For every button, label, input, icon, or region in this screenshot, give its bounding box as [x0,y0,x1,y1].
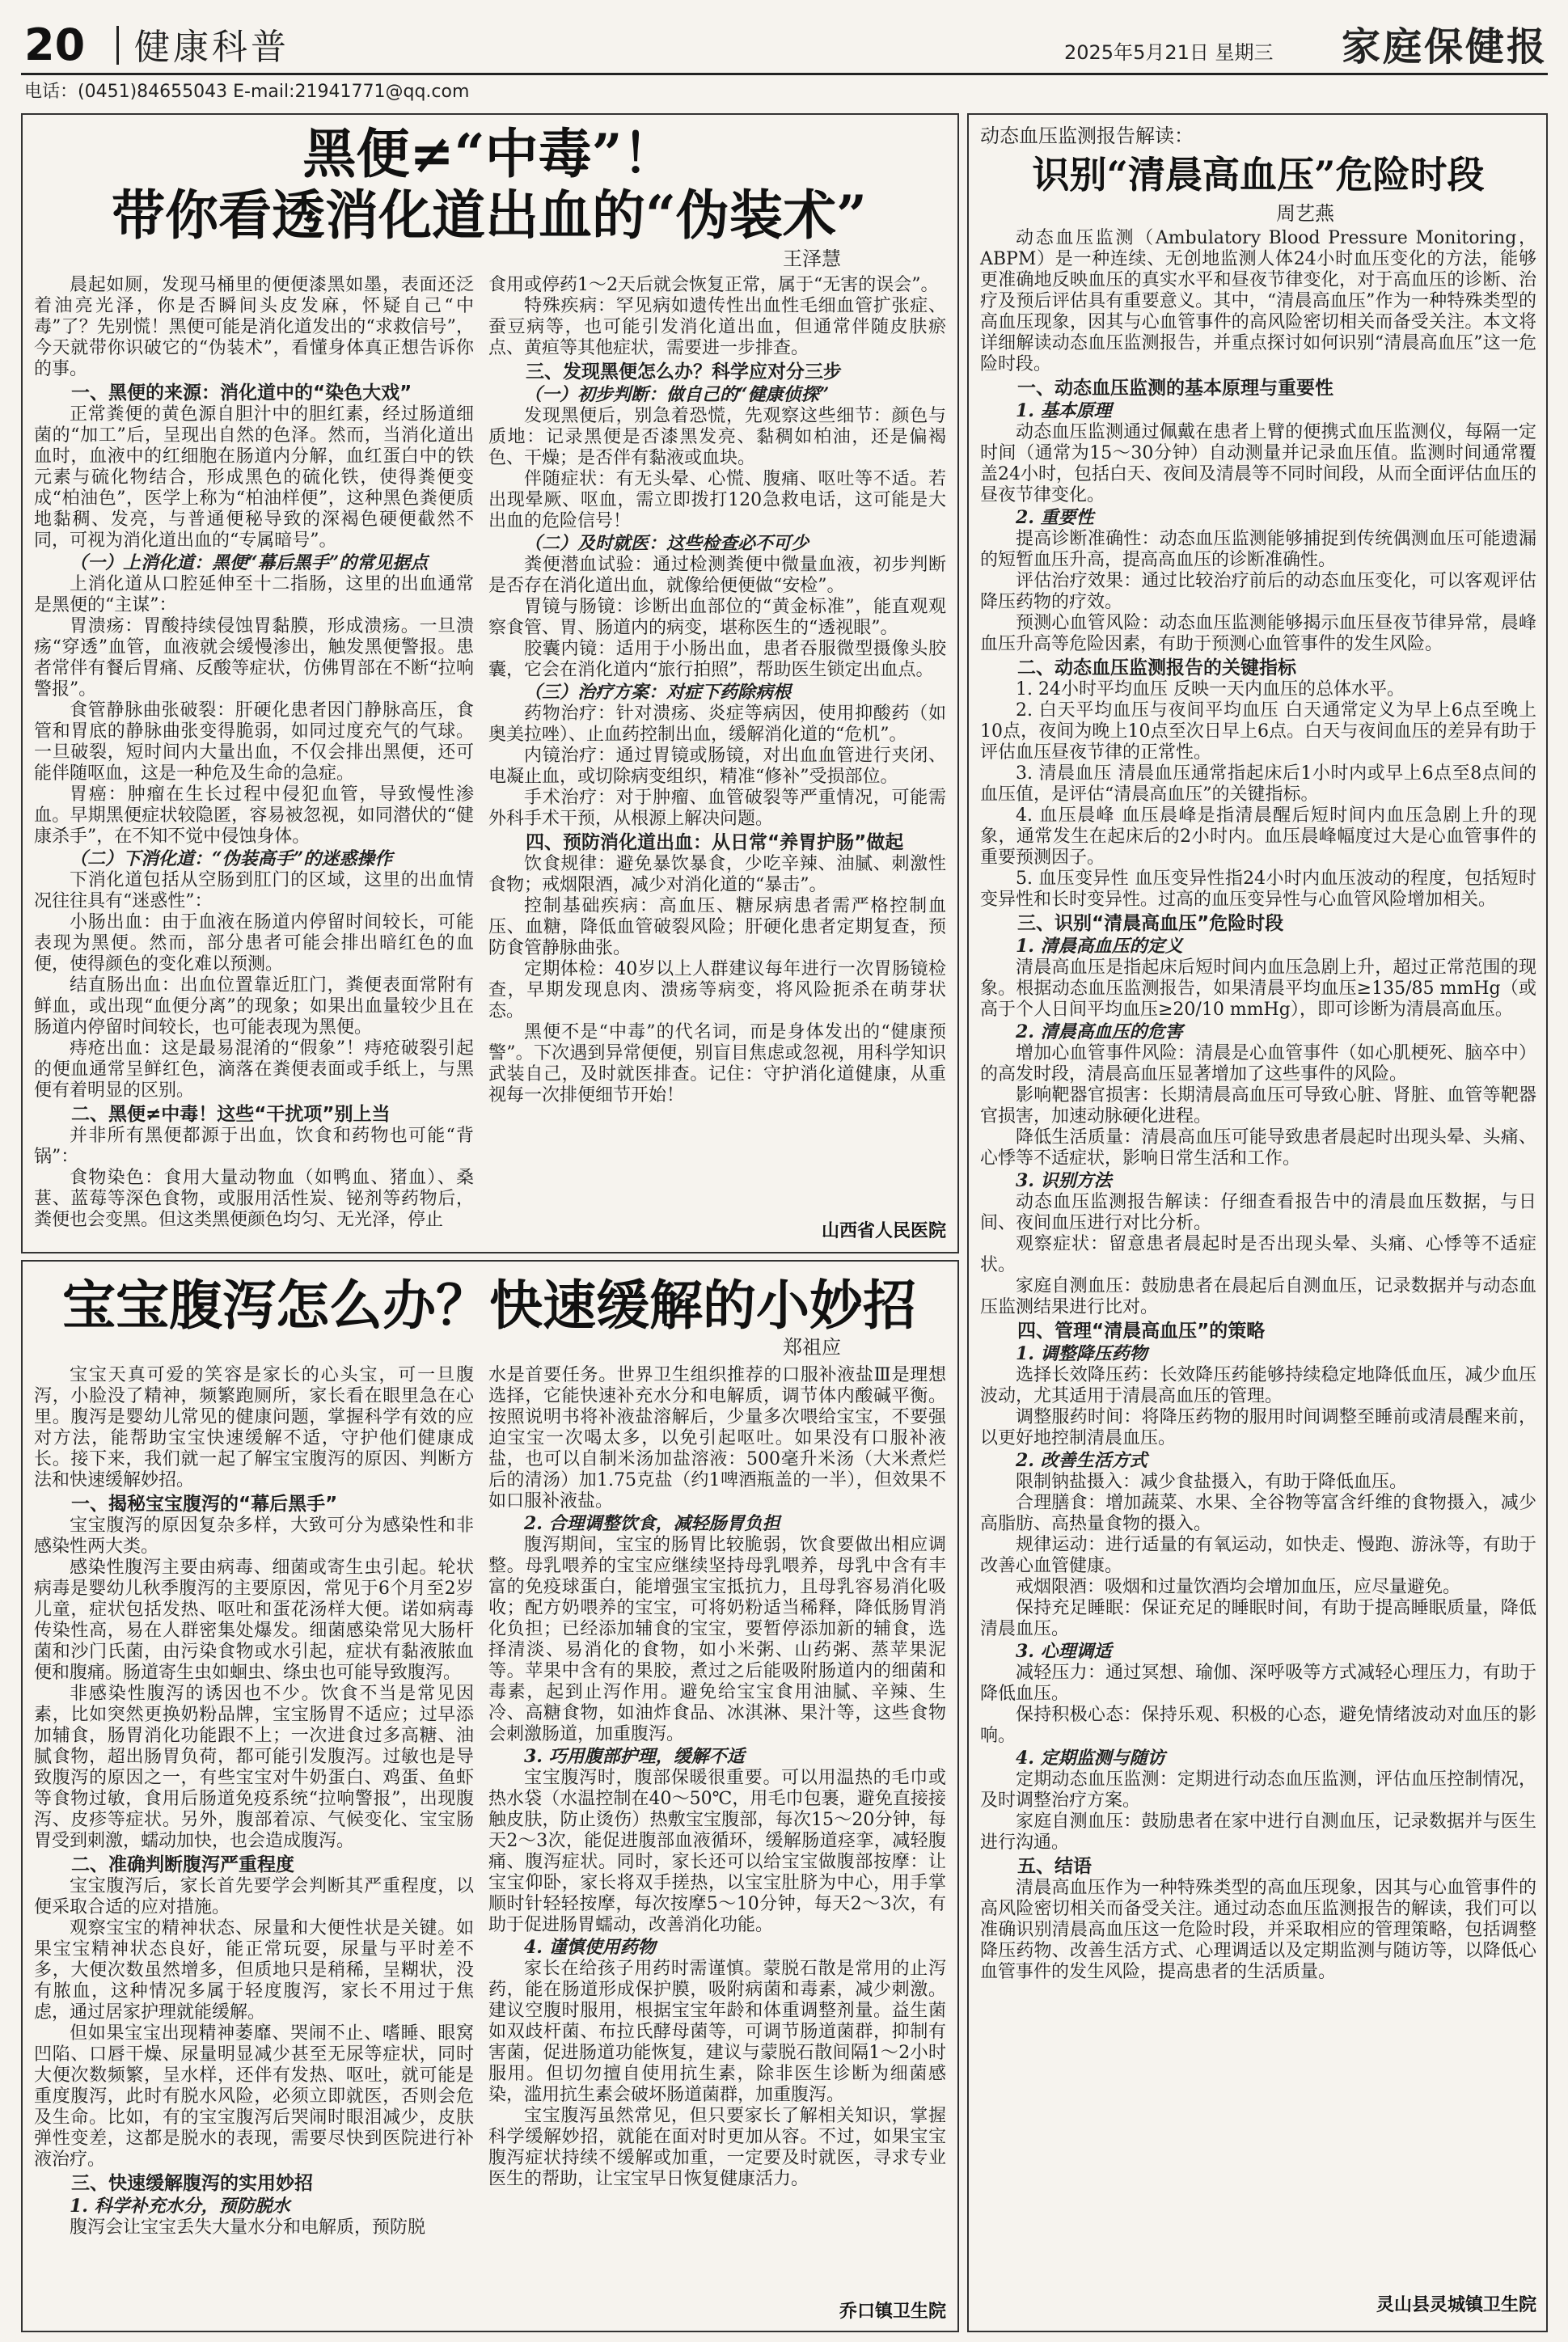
paragraph: 食用或停药1～2天后就会恢复正常，属于“无害的误会”。 [488,275,939,295]
paragraph: 定期动态血压监测：定期进行动态血压监测，评估血压控制情况，及时调整治疗方案。 [980,1769,1536,1811]
subsection-heading: 2. 改善生活方式 [1016,1450,1147,1471]
article2-column-1 [34,1365,474,2324]
paragraph: 结直肠出血：出血位置靠近肛门，粪便表面常附有鲜血，或出现“血便分离”的现象；如果出血量较少且在肠道内停留时间较长，也可能表现为黑便。 [34,975,474,1038]
paragraph: 动态血压监测报告解读：仔细查看报告中的清晨血压数据，与日间、夜间血压进行对比分析。 [980,1192,1536,1233]
article3-kicker: 动态血压监测报告解读： [980,125,1194,147]
paragraph: 控制基础疾病：高血压、糖尿病患者需严格控制血压、血糖，降低血管破裂风险；肝硬化患者定期复查，预防食管静脉曲张。 [488,896,946,958]
paragraph: 选择长效降压药：长效降压药能够持续稳定地降低血压，减少血压波动，尤其适用于清晨高血压的管理。 [980,1365,1536,1406]
section-heading: 二、动态血压监测报告的关键指标 [1017,657,1296,679]
subsection-heading: 4. 谨慎使用药物 [524,1937,656,1958]
paragraph: 评估治疗效果：通过比较治疗前后的动态血压变化，可以客观评估降压药物的疗效。 [980,571,1536,612]
paragraph: 合理膳食：增加蔬菜、水果、全谷物等富含纤维的食物摄入，减少高脂肪、高热量食物的摄入。 [980,1493,1536,1534]
subsection-heading: 1. 调整降压药物 [1016,1343,1147,1364]
article3-organization: 灵山县灵城镇卫生院 [1376,2295,1536,2315]
section-heading: 三、识别“清晨高血压”危险时段 [1017,913,1284,934]
paragraph: 宝宝腹泻后，家长首先要学会判断其严重程度，以便采取合适的应对措施。 [34,1876,474,1917]
paragraph: 规律运动：进行适量的有氧运动，如快走、慢跑、游泳等，有助于改善心血管健康。 [980,1535,1536,1576]
article1-column-2 [488,275,946,1205]
paragraph: 宝宝腹泻的原因复杂多样，大致可分为感染性和非感染性两大类。 [34,1516,474,1557]
paragraph: 非感染性腹泻的诱因也不少。饮食不当是常见因素，比如突然更换奶粉品牌，宝宝肠胃不适应；过早添加辅食，肠胃消化功能跟不上；一次进食过多高糖、油腻食物，超出肠胃负荷，都可能引发腹泻。过敏也是导致腹泻的原因之一，有些宝宝对牛奶蛋白、鸡蛋、鱼虾等食物过敏，食用后肠道免疫系统“拉响警报”，出现腹泻、皮疹等症状。另外，腹部着凉、气候变化、宝宝肠胃受到刺激，蠕动加快，也会造成腹泻。 [34,1684,474,1851]
paper-name: 家庭保健报 [1341,24,1548,70]
paragraph: 水是首要任务。世界卫生组织推荐的口服补液盐Ⅲ是理想选择，它能快速补充水分和电解质，调节体内酸碱平衡。按照说明书将补液盐溶解后，少量多次喂给宝宝，不要强迫宝宝一次喝太多，以免引起呕吐。如果没有口服补液盐，也可以自制米汤加盐溶液：500毫升米汤（大米煮烂后的清汤）加1.75克盐（约1啤酒瓶盖的一半），但效果不如口服补液盐。 [488,1365,946,1511]
paragraph: 上消化道从口腔延伸至十二指肠，这里的出血通常是黑便的“主谋”： [34,574,474,615]
subsection-heading: 3. 识别方法 [1016,1170,1112,1191]
paragraph: 宝宝腹泻时，腹部保暖很重要。可以用温热的毛巾或热水袋（水温控制在40～50℃，用毛巾包裹，避免直接接触皮肤，防止烫伤）热敷宝宝腹部，每次15～20分钟，每天2～3次，能促进腹部血液循环，缓解肠道痉挛，减轻腹痛、腹泻症状。同时，家长还可以给宝宝做腹部按摩：让宝宝仰卧，家长将双手搓热，以宝宝肚脐为中心，用手掌顺时针轻轻按摩，每次按摩5～10分钟，每天2～3次，有助于促进肠胃蠕动，改善消化功能。 [488,1768,946,1935]
paragraph: 伴随症状：有无头晕、心慌、腹痛、呕吐等不适。若出现晕厥、呕血，需立即拨打120急救电话，这可能是大出血的危险信号！ [488,469,946,531]
article3-title: 识别“清晨高血压”危险时段 [1032,153,1485,197]
paragraph: 观察宝宝的精神状态、尿量和大便性状是关键。如果宝宝精神状态良好，能正常玩耍，尿量与平时差不多，大便次数虽然增多，但质地只是稍稀，呈糊状，没有脓血，这种情况多属于轻度腹泻，家长不用过于焦虑，通过居家护理就能缓解。 [34,1918,474,2023]
paragraph: 动态血压监测通过佩戴在患者上臂的便携式血压监测仪，每隔一定时间（通常为15～30分钟）自动测量并记录血压值。监测时间通常覆盖24小时，包括白天、夜间及清晨等不同时间段，从而全面评估血压的昼夜节律变化。 [980,422,1536,505]
paragraph: 内镜治疗：通过胃镜或肠镜，对出血血管进行夹闭、电凝止血，或切除病变组织，精准“修补”受损部位。 [488,746,946,787]
subsection-heading: （二）下消化道：“伪装高手”的迷惑操作 [70,848,393,869]
article2-column-2 [488,1365,946,2295]
paragraph: 胶囊内镜：适用于小肠出血，患者吞服微型摄像头胶囊，它会在消化道内“旅行拍照”，帮助医生锁定出血点。 [488,639,946,680]
paragraph: 食管静脉曲张破裂：肝硬化患者因门静脉高压，食管和胃底的静脉曲张变得脆弱，如同过度充气的气球。一旦破裂，短时间内大量出血，不仅会排出黑便，还可能伴随呕血，这是一种危及生命的急症。 [34,700,474,784]
paragraph: 保持充足睡眠：保证充足的睡眠时间，有助于提高睡眠质量，降低清晨血压。 [980,1598,1536,1639]
paragraph: 药物治疗：针对溃疡、炎症等病因，使用抑酸药（如奥美拉唑）、止血药控制出血，缓解消化道的“危机”。 [488,704,946,745]
subsection-heading: （一）初步判断：做自己的“健康侦探” [524,384,830,405]
section-heading: 四、预防消化道出血：从日常“养胃护肠”做起 [526,832,904,853]
paragraph: 限制钠盐摄入：减少食盐摄入，有助于降低血压。 [1016,1472,1408,1492]
paragraph: 腹泻期间，宝宝的肠胃比较脆弱，饮食要做出相应调整。母乳喂养的宝宝应继续坚持母乳喂养，母乳中含有丰富的免疫球蛋白，能增强宝宝抵抗力，且母乳容易消化吸收；配方奶喂养的宝宝，可将奶粉适当稀释，降低肠胃消化负担；已经添加辅食的宝宝，要暂停添加新的辅食，选择清淡、易消化的食物，如小米粥、山药粥、蒸苹果泥等。苹果中含有的果胶，煮过之后能吸附肠道内的细菌和毒素，起到止泻作用。避免给宝宝食用油腻、辛辣、生冷、高糖食物，如油炸食品、冰淇淋、果汁等，这些食物会刺激肠道，加重腹泻。 [488,1535,946,1744]
paragraph: 保持积极心态：保持乐观、积极的心态，避免情绪波动对血压的影响。 [980,1705,1536,1746]
paragraph: 清晨高血压作为一种特殊类型的高血压现象，因其与心血管事件的高风险密切相关而备受关注。通过动态血压监测报告的解读，我们可以准确识别清晨高血压这一危险时段，并采取相应的管理策略，包括调整降压药物、改善生活方式、心理调适以及定期监测与随访等，以降低心血管事件的发生风险，提高患者的生活质量。 [980,1878,1536,1982]
subsection-heading: 1. 科学补充水分，预防脱水 [70,2196,290,2217]
paragraph: 4. 血压晨峰 血压晨峰是指清晨醒后短时间内血压急剧上升的现象，通常发生在起床后的2小时内。血压晨峰幅度过大是心血管事件的重要预测因子。 [980,805,1536,868]
subsection-heading: 1. 清晨高血压的定义 [1016,936,1183,957]
paragraph: 5. 血压变异性 血压变异性指24小时内血压波动的程度，包括短时变异性和长时变异性。过高的血压变异性与心血管风险增加相关。 [980,869,1536,910]
subsection-heading: 1. 基本原理 [1016,400,1112,421]
section-heading: 一、黑便的来源：消化道中的“染色大戏” [71,383,412,404]
section-heading: 三、发现黑便怎么办？科学应对分三步 [526,361,842,383]
section-heading: 三、快速缓解腹泻的实用妙招 [71,2173,313,2194]
paragraph: 饮食规律：避免暴饮暴食，少吃辛辣、油腻、刺激性食物；戒烟限酒，减少对消化道的“暴击”。 [488,854,946,895]
article1-title-line2: 带你看透消化道出血的“伪装术” [112,184,867,247]
paragraph: 家庭自测血压：鼓励患者在晨起后自测血压，记录数据并与动态血压监测结果进行比对。 [980,1276,1536,1317]
paragraph: 家庭自测血压：鼓励患者在家中进行自测血压，记录数据并与医生进行沟通。 [980,1811,1536,1853]
paragraph: 2. 白天平均血压与夜间平均血压 白天通常定义为早上6点至晚上10点，夜间为晚上10点至次日早上6点。白天与夜间血压的差异有助于评估血压昼夜节律的正常性。 [980,700,1536,763]
paragraph: 提高诊断准确性：动态血压监测能够捕捉到传统偶测血压可能遗漏的短暂血压升高，提高高血压的诊断准确性。 [980,529,1536,570]
paragraph: 粪便潜血试验：通过检测粪便中微量血液，初步判断是否存在消化道出血，就像给便便做“安检”。 [488,555,946,596]
article2-author: 郑祖应 [783,1336,841,1359]
article3-column [980,228,1536,2282]
section-heading: 四、管理“清晨高血压”的策略 [1017,1321,1266,1342]
subsection-heading: 2. 重要性 [1016,507,1094,528]
page-header [21,18,1548,71]
paragraph: 1. 24小时平均血压 反映一天内血压的总体水平。 [1016,679,1405,700]
header-rule [21,73,1548,75]
paragraph: 但如果宝宝出现精神萎靡、哭闹不止、嗜睡、眼窝凹陷、口唇干燥、尿量明显减少甚至无尿等症状，同时大便次数频繁，呈水样，还伴有发热、呕吐，就可能是重度腹泻，此时有脱水风险，必须立即就医，否则会危及生命。比如，有的宝宝腹泻后哭闹时眼泪减少，皮肤弹性变差，这都是脱水的表现，需要尽快到医院进行补液治疗。 [34,2023,474,2170]
article1-title-line1: 黑便≠“中毒”！ [302,122,676,185]
paragraph: 晨起如厕，发现马桶里的便便漆黑如墨，表面还泛着油亮光泽，你是否瞬间头皮发麻，怀疑自己“中毒”了？先别慌！黑便可能是消化道发出的“求救信号”，今天就带你识破它的“伪装术”，看懂身体真正想告诉你的事。 [34,275,474,379]
article1-author: 王泽慧 [783,247,841,270]
paragraph: 3. 清晨血压 清晨血压通常指起床后1小时内或早上6点至8点间的血压值，是评估“清晨高血压”的关键指标。 [980,763,1536,805]
paragraph: 并非所有黑便都源于出血，饮食和药物也可能“背锅”： [34,1126,474,1167]
paragraph: 正常粪便的黄色源自胆汁中的胆红素，经过肠道细菌的“加工”后，呈现出自然的色泽。然而，当消化道出血时，血液中的红细胞在肠道内分解，血红蛋白中的铁元素与硫化物结合，形成黑色的硫化铁，使得粪便变成“柏油色”，医学上称为“柏油样便”，这种黑色粪便质地黏稠、发亮，与普通便秘导致的深褐色硬便截然不同，可视为消化道出血的“专属暗号”。 [34,404,474,551]
paragraph: 观察症状：留意患者晨起时是否出现头晕、头痛、心悸等不适症状。 [980,1234,1536,1275]
article2-title: 宝宝腹泻怎么办？快速缓解的小妙招 [62,1274,916,1337]
subsection-heading: 4. 定期监测与随访 [1016,1748,1165,1769]
section-heading: 五、结语 [1017,1856,1092,1877]
subsection-heading: （二）及时就医：这些检查必不可少 [524,533,809,554]
article1-column-1 [34,275,474,1230]
section-heading: 一、揭秘宝宝腹泻的“幕后黑手” [71,1494,338,1515]
paragraph: 发现黑便后，别急着恐慌，先观察这些细节：颜色与质地：记录黑便是否漆黑发亮、黏稠如柏油，还是偏褐色、干燥；是否伴有黏液或血块。 [488,406,946,468]
section-heading: 二、黑便≠中毒！这些“干扰项”别上当 [71,1104,391,1125]
paragraph: 黑便不是“中毒”的代名词，而是身体发出的“健康预警”。下次遇到异常便便，别盲目焦虑或忽视，用科学知识武装自己，及时就医排查。记住：守护消化道健康，从重视每一次排便细节开始！ [488,1022,946,1105]
paragraph: 增加心血管事件风险：清晨是心血管事件（如心肌梗死、脑卒中）的高发时段，清晨高血压显著增加了这些事件的风险。 [980,1043,1536,1084]
subsection-heading: （三）治疗方案：对症下药除病根 [524,682,792,703]
subsection-heading: （一）上消化道：黑便“幕后黑手”的常见据点 [70,552,429,573]
paragraph: 清晨高血压是指起床后短时间内血压急剧上升，超过正常范围的现象。根据动态血压监测报告，如果清晨平均血压≥135/85 mmHg（或高于个人日间平均血压≥20/10 mmHg），即可诊断为清晨高血压。 [980,958,1536,1020]
paragraph: 定期体检：40岁以上人群建议每年进行一次胃肠镜检查，早期发现息肉、溃疡等病变，将风险扼杀在萌芽状态。 [488,959,946,1021]
paragraph: 下消化道包括从空肠到肛门的区域，这里的出血情况往往具有“迷惑性”： [34,870,474,911]
section-heading: 二、准确判断腹泻严重程度 [71,1854,294,1875]
subsection-heading: 2. 合理调整饮食，减轻肠胃负担 [524,1513,780,1534]
paragraph: 感染性腹泻主要由病毒、细菌或寄生虫引起。轮状病毒是婴幼儿秋季腹泻的主要原因，常见于6个月至2岁儿童，症状包括发热、呕吐和蛋花汤样大便。诺如病毒传染性高，易在人群密集处爆发。细菌感染常见大肠杆菌和沙门氏菌，由污染食物或水引起，症状有黏液脓血便和腹痛。肠道寄生虫如蛔虫、绦虫也可能导致腹泻。 [34,1558,474,1683]
article1-organization: 山西省人民医院 [821,1221,946,1241]
paragraph: 戒烟限酒：吸烟和过量饮酒均会增加血压，应尽量避免。 [1016,1577,1461,1597]
paragraph: 特殊疾病：罕见病如遗传性出血性毛细血管扩张症、蚕豆病等，也可能引发消化道出血，但通常伴随皮肤瘀点、黄疸等其他症状，需要进一步排查。 [488,296,946,358]
section-heading: 一、动态血压监测的基本原理与重要性 [1017,378,1333,399]
paragraph: 调整服药时间：将降压药物的服用时间调整至睡前或清晨醒来前，以更好地控制清晨血压。 [980,1407,1536,1448]
page-number: 20 [24,19,86,70]
paragraph: 手术治疗：对于肿瘤、血管破裂等严重情况，可能需外科手术干预，从根源上解决问题。 [488,788,946,829]
paragraph: 胃癌：肿瘤在生长过程中侵犯血管，导致慢性渗血。早期黑便症状较隐匿，容易被忽视，如同潜伏的“健康杀手”，在不知不觉中侵蚀身体。 [34,784,474,847]
article3-author: 周艺燕 [1276,202,1334,225]
paragraph: 食物染色：食用大量动物血（如鸭血、猪血）、桑葚、蓝莓等深色食物，或服用活性炭、铋剂等药物后，粪便也会变黑。但这类黑便颜色均匀、无光泽，停止 [34,1168,474,1230]
paragraph: 动态血压监测（Ambulatory Blood Pressure Monitoring，ABPM）是一种连续、无创地监测人体24小时血压变化的方法，能够更准确地反映血压的真实水平和昼夜节律变化，对于高血压的诊断、治疗及预后评估具有重要意义。其中，“清晨高血压”作为一种特殊类型的高血压现象，因其与心血管事件的高风险密切相关而备受关注。本文将详细解读动态血压监测报告，并重点探讨如何识别“清晨高血压”这一危险时段。 [980,228,1536,374]
paragraph: 胃镜与肠镜：诊断出血部位的“黄金标准”，能直观观察食管、胃、肠道内的病变，堪称医生的“透视眼”。 [488,597,946,638]
paragraph: 家长在给孩子用药时需谨慎。蒙脱石散是常用的止泻药，能在肠道形成保护膜，吸附病菌和毒素，减少刺激。建议空腹时服用，根据宝宝年龄和体重调整剂量。益生菌如双歧杆菌、布拉氏酵母菌等，可调节肠道菌群，抑制有害菌，促进肠道功能恢复，建议与蒙脱石散间隔1～2小时服用。但切勿擅自使用抗生素，除非医生诊断为细菌感染，滥用抗生素会破坏肠道菌群，加重腹泻。 [488,1959,946,2105]
paragraph: 降低生活质量：清晨高血压可能导致患者晨起时出现头晕、头痛、心悸等不适症状，影响日常生活和工作。 [980,1127,1536,1169]
paragraph: 预测心血管风险：动态血压监测能够揭示血压昼夜节律异常，晨峰血压升高等危险因素，有助于预测心血管事件的发生风险。 [980,613,1536,654]
article2-organization: 乔口镇卫生院 [839,2302,946,2322]
paragraph: 小肠出血：由于血液在肠道内停留时间较长，可能表现为黑便。然而，部分患者可能会排出暗红色的血便，使得颜色的变化难以预测。 [34,912,474,974]
paragraph: 减轻压力：通过冥想、瑜伽、深呼吸等方式减轻心理压力，有助于降低血压。 [980,1663,1536,1704]
paragraph: 胃溃疡：胃酸持续侵蚀胃黏膜，形成溃疡。一旦溃疡“穿透”血管，血液就会缓慢渗出，触发黑便警报。患者常伴有餐后胃痛、反酸等症状，仿佛胃部在不断“拉响警报”。 [34,616,474,700]
header-divider [116,26,119,65]
paragraph: 影响靶器官损害：长期清晨高血压可导致心脏、肾脏、血管等靶器官损害，加速动脉硬化进程。 [980,1085,1536,1127]
paragraph: 宝宝天真可爱的笑容是家长的心头宝，可一旦腹泻，小脸没了精神，频繁跑厕所，家长看在眼里急在心里。腹泻是婴幼儿常见的健康问题，掌握科学有效的应对方法，能帮助宝宝快速缓解不适，守护他们健康成长。接下来，我们就一起了解宝宝腹泻的原因、判断方法和快速缓解妙招。 [34,1365,474,1490]
paragraph: 腹泻会让宝宝丢失大量水分和电解质，预防脱 [70,2217,426,2238]
paragraph: 痔疮出血：这是最易混淆的“假象”！痔疮破裂引起的便血通常呈鲜红色，滴落在粪便表面或手纸上，与黑便有着明显的区别。 [34,1038,474,1101]
subsection-heading: 2. 清晨高血压的危害 [1016,1021,1183,1042]
subsection-heading: 3. 心理调适 [1016,1641,1112,1662]
contact-line: 电话：(0451)84655043 E-mail:21941771@qq.com [24,82,470,102]
subsection-heading: 3. 巧用腹部护理，缓解不适 [524,1746,745,1767]
paragraph: 宝宝腹泻虽然常见，但只要家长了解相关知识，掌握科学缓解妙招，就能在面对时更加从容。不过，如果宝宝腹泻症状持续不缓解或加重，一定要及时就医，寻求专业医生的帮助，让宝宝早日恢复健康活力。 [488,2106,946,2189]
section-name: 健康科普 [134,27,290,68]
issue-date: 2025年5月21日 星期三 [1064,41,1274,64]
